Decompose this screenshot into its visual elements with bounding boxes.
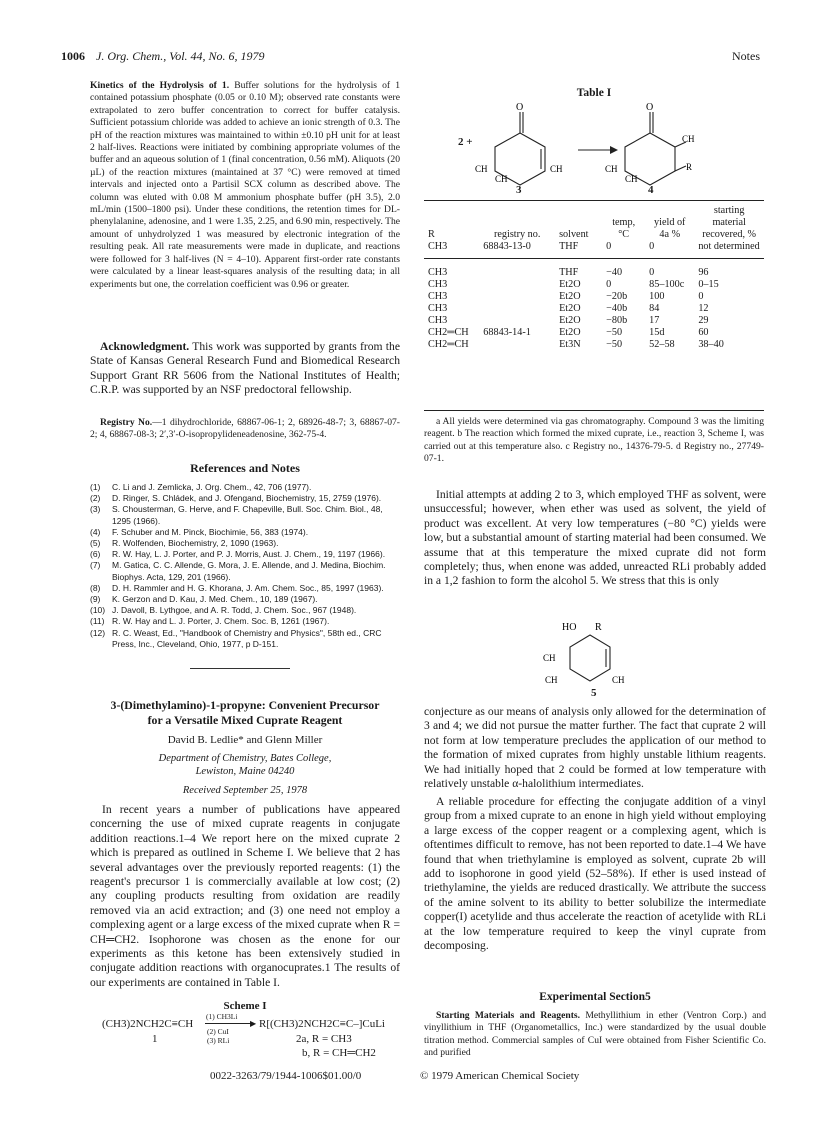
table-cell: 68843-13-0 bbox=[483, 241, 531, 252]
references-heading: References and Notes bbox=[190, 461, 300, 475]
reference-text: D. Ringer, S. Chládek, and J. Ofengand, Biochemistry, 15, 2759 (1976). bbox=[112, 493, 382, 504]
reference-text: J. Davoll, B. Lythgoe, and A. R. Todd, J. Chem. Soc., 967 (1948). bbox=[112, 605, 357, 616]
results-paragraph-3: A reliable procedure for effecting the conjugate addition of a vinyl group from a mixed cuprate to an enone in high yield without employing a large excess of the copper reagent or a complexing agent, which is oftentimes difficult to remove, has not been reported to date.1–4 We have found that when triethylamine is employed as solvent, cuprate 2b will add to isophorone in good yield (52–58%). If ether is used instead of triethylamine, the yields are reduced drastically. We attribute the success of the amine solvent to its ability to better solubilize the intermediate copper(I) acetylide and thus accelerate the reaction of acetylide with RLi at the low temperature required to keep the vinyl cuprate from decomposing. bbox=[424, 795, 766, 953]
reference-number: (10) bbox=[90, 605, 106, 616]
reference-number: (2) bbox=[90, 493, 101, 504]
table-cell: 0–15 bbox=[698, 279, 719, 290]
header-yield: yield of 4a % bbox=[654, 217, 686, 240]
table-cell: CH3 bbox=[428, 279, 448, 290]
page-number: 1006 bbox=[61, 49, 85, 63]
affiliation-line-2: Lewiston, Maine 04240 bbox=[195, 766, 295, 777]
reference-number: (9) bbox=[90, 594, 101, 605]
reference-item bbox=[90, 583, 402, 594]
table-row bbox=[424, 339, 764, 351]
table-cell: Et2O bbox=[559, 315, 581, 326]
scheme-product-b: b, R = CH═CH2 bbox=[302, 1047, 376, 1059]
reference-number: (11) bbox=[90, 616, 105, 627]
scheme-step-1: (1) CH3Li bbox=[206, 1012, 238, 1021]
reference-item bbox=[90, 504, 402, 526]
header-temp: temp, °C bbox=[612, 217, 636, 240]
table-cell bbox=[479, 267, 555, 279]
received-date: Received September 25, 1978 bbox=[182, 785, 308, 796]
svg-text:CH: CH bbox=[543, 653, 556, 663]
table-cell: −80b bbox=[606, 315, 628, 326]
registry-body: —1 dihydrochloride, 68867-06-1; 2, 68926-48-7; 3, 68867-07-2; 4, 68867-08-3; 2′,3′-O-isopropylideneadenosine, 362-75-4. bbox=[90, 417, 400, 441]
reference-item bbox=[90, 594, 402, 605]
references-list bbox=[90, 482, 402, 650]
acknowledgment-body: This work was supported by grants from the State of Kansas General Research Fund and Biomedical Research Support Grant RR 5606 from the National Institutes of Health; C.R.P. was supported by an NSF predoctoral fellowship. bbox=[90, 340, 400, 397]
experimental-body: Methyllithium in ether (Ventron Corp.) and vinyllithium in THF (Organometallics, Inc.) were standardized by the usual double titration method. Commercial samples of CuI were obtained from Fisher Scientific Co. and purified bbox=[424, 1010, 767, 1059]
reference-text: C. Li and J. Zemlicka, J. Org. Chem., 42, 706 (1977). bbox=[112, 482, 312, 492]
arrow-head-icon: ▶ bbox=[250, 1019, 257, 1028]
reference-number: (12) bbox=[90, 627, 106, 638]
table-row bbox=[424, 327, 764, 339]
table-cell: 12 bbox=[698, 303, 709, 314]
experimental-subheading: Starting Materials and Reagents. bbox=[436, 1010, 581, 1021]
registry-paragraph bbox=[90, 417, 400, 442]
reference-text: R. C. Weast, Ed., "Handbook of Chemistry and Physics", 58th ed., CRC Press, Inc., Cleveland, Ohio, 1977, p D-151. bbox=[112, 627, 382, 649]
svg-text:CH: CH bbox=[682, 134, 695, 144]
table-cell: CH3 bbox=[428, 267, 448, 278]
table-cell: Et3N bbox=[559, 339, 581, 350]
table-cell: CH2═CH bbox=[428, 339, 469, 350]
journal-citation: J. Org. Chem., Vol. 44, No. 6, 1979 bbox=[96, 49, 265, 63]
reference-item bbox=[90, 616, 402, 627]
table-row bbox=[424, 291, 764, 303]
reference-number: (5) bbox=[90, 538, 101, 549]
table-title: Table I bbox=[576, 87, 612, 99]
svg-text:HO: HO bbox=[562, 622, 577, 633]
table-cell: 60 bbox=[698, 327, 709, 338]
table-cell: 96 bbox=[698, 267, 709, 278]
reference-item bbox=[90, 605, 402, 616]
table-cell: 29 bbox=[698, 315, 709, 326]
table-cell: not determined bbox=[698, 241, 760, 252]
svg-text:R: R bbox=[595, 622, 602, 633]
svg-text:R: R bbox=[686, 162, 693, 172]
svg-text:CH: CH bbox=[495, 174, 508, 184]
table-cell: CH3 bbox=[428, 291, 448, 302]
table-cell: −40b bbox=[606, 303, 628, 314]
svg-text:CH: CH bbox=[605, 164, 618, 174]
section-divider bbox=[190, 668, 290, 669]
header-registry: registry no. bbox=[493, 229, 541, 240]
reference-text: M. Gatica, C. C. Allende, G. Mora, J. E. Allende, and J. Medina, Biochim. Biophys. Acta, 129, 201 (1966). bbox=[112, 560, 386, 582]
kinetics-paragraph bbox=[90, 80, 400, 291]
svg-text:CH: CH bbox=[545, 675, 558, 685]
page-header bbox=[61, 49, 265, 64]
reference-text: F. Schuber and M. Pinck, Biochimie, 56, 383 (1974). bbox=[112, 526, 309, 537]
table-cell: Et2O bbox=[559, 291, 581, 302]
experimental-paragraph bbox=[424, 1010, 766, 1060]
reference-text: D. H. Rammler and H. G. Khorana, J. Am. Chem. Soc., 85, 1997 (1963). bbox=[112, 582, 384, 593]
table-cell bbox=[479, 291, 555, 303]
table-row bbox=[424, 279, 764, 291]
table-cell bbox=[479, 279, 555, 291]
reference-item bbox=[90, 538, 402, 549]
reference-number: (8) bbox=[90, 582, 101, 593]
kinetics-body: Buffer solutions for the hydrolysis of 1 contained potassium phosphate (0.05 or 0.10 M); observed rate constants were extrapolated to zero buffer concentration to correct for buffer catalysis. Sufficient potassium chloride was added to achieve an ionic strength of 0.3. The pH of the reaction mixtures was maintained to within ±0.10 pH unit for at least 2 half-lives. Reactions were initiated by combining appropriate volumes of the buffer and an aqueous solution of 1 (final concentration, 0.56 mM). Aliquots (20 µL) of the reaction mixtures (maintained at 37 °C) were removed at timed intervals and injected onto a Partisil SCX column as described above. The column was eluted with 0.08 M ammonium phosphate buffer (pH 3.5), 2.0 mL/min (1500–1800 psi). Under these conditions, the retention times for DL-phenylalanine, adenosine, and 1 were 1.35, 2.25, and 6.90 min, respectively. The amount of unhydrolyzed 1 was measured by electronic integration of the resulting peak. All rate measurements were made in duplicate, and reactions were followed for 3 half-lives (N = 4–10). Apparent first-order rate constants were calculated by a linear least-squares analysis of the resulting data; in all experiments but one, the correlation coefficient was 0.96 or greater. bbox=[90, 80, 400, 290]
table-cell: CH3 bbox=[428, 241, 448, 252]
table-cell: −20b bbox=[606, 291, 628, 302]
table-cell: 0 bbox=[606, 279, 612, 290]
scheme-reactant-label: 1 bbox=[152, 1033, 158, 1045]
table-header-row bbox=[424, 205, 764, 241]
reference-item bbox=[90, 560, 402, 582]
table-cell bbox=[479, 303, 555, 315]
table-row bbox=[424, 267, 764, 279]
table-cell: −50 bbox=[606, 339, 623, 350]
reference-number: (4) bbox=[90, 526, 101, 537]
table-cell: THF bbox=[559, 267, 579, 278]
acknowledgment-heading: Acknowledgment. bbox=[100, 340, 190, 353]
scheme-arrow bbox=[205, 1023, 253, 1024]
table-cell: 100 bbox=[649, 291, 665, 302]
table-cell: 52–58 bbox=[649, 339, 675, 350]
reference-item bbox=[90, 549, 402, 560]
table-cell: CH3 bbox=[428, 303, 448, 314]
table-row bbox=[424, 315, 764, 327]
reference-number: (1) bbox=[90, 482, 101, 492]
table-cell: 15d bbox=[649, 327, 665, 338]
table-cell bbox=[479, 315, 555, 327]
table-cell: CH2═CH bbox=[428, 327, 469, 338]
table-cell: 85–100c bbox=[649, 279, 685, 290]
experimental-heading: Experimental Section5 bbox=[539, 991, 651, 1003]
table-cell bbox=[479, 339, 555, 351]
table-bottom-rule bbox=[424, 410, 764, 411]
table-cell: 84 bbox=[649, 303, 660, 314]
table-cell: 68843-14-1 bbox=[483, 327, 531, 338]
table-cell: 0 bbox=[698, 291, 704, 302]
table-cell: −50 bbox=[606, 327, 623, 338]
reference-text: R. Wolfenden, Biochemistry, 2, 1090 (1963). bbox=[112, 538, 279, 549]
table-row bbox=[424, 241, 764, 267]
svg-text:CH: CH bbox=[612, 675, 625, 685]
table-cell: Et2O bbox=[559, 327, 581, 338]
table-reaction-structures bbox=[450, 100, 750, 200]
authors: David B. Ledlie* and Glenn Miller bbox=[167, 734, 323, 746]
affiliation-line-1: Department of Chemistry, Bates College, bbox=[158, 753, 332, 764]
table-footnote: a All yields were determined via gas chromatography. Compound 3 was the limiting reagent. b The reaction which formed the mixed cuprate, i.e., reaction 3, Scheme I, was carried out at this temperature also. c Registry no., 14376-79-5. d Registry no., 27749-07-1. bbox=[424, 416, 764, 465]
article-title-line-1: 3-(Dimethylamino)-1-propyne: Convenient Precursor bbox=[110, 698, 380, 712]
table-cell: Et2O bbox=[559, 279, 581, 290]
table-top-rule bbox=[424, 200, 764, 201]
table-cell: Et2O bbox=[559, 303, 581, 314]
reference-item bbox=[90, 482, 402, 493]
reference-item bbox=[90, 527, 402, 538]
reference-number: (6) bbox=[90, 549, 101, 560]
intro-paragraph: In recent years a number of publications have appeared concerning the use of mixed cuprate reagents in conjugate addition reactions.1–4 We report here on the mixed cuprate 2 which is prepared as outlined in Scheme I. We believe that 2 has several advantages over the previously reported reagents: (1) the reagent's precursor 1 is commercially available at low cost; (2) any coupling products resulting from oxidation are readily removed via an acid extraction; and (3) one need not employ a complexing agent or a large excess of the mixed cuprate when R = CH═CH2. Isophorone was chosen as the enone for our experiments as this ketone has been extensively studied in conjugate addition reactions with organocuprates.1 The results of our experiments are contained in Table I. bbox=[90, 803, 400, 989]
table-cell: 0 bbox=[606, 241, 612, 252]
table-cell: THF bbox=[559, 241, 579, 252]
results-paragraph-1: Initial attempts at adding 2 to 3, which employed THF as solvent, were unsuccessful; however, when ether was used as solvent, the yield of product was excellent. At very low temperatures (−80 °C) yields were low, but a substantial amount of starting material had been consumed. We assume that at this temperature the mixed cuprate did not form completely; thus, when enone was added, unreacted RLi probably added in a 1,2 fashion to form the alcohol 5. We stress that this is only bbox=[424, 488, 766, 588]
reference-text: R. W. Hay and L. J. Porter, J. Chem. Soc. B, 1261 (1967). bbox=[112, 616, 330, 627]
acknowledgment-paragraph bbox=[90, 340, 400, 398]
table-cell: 0 bbox=[649, 241, 655, 252]
header-recovered: starting material recovered, % bbox=[702, 205, 757, 240]
svg-text:CH: CH bbox=[550, 164, 563, 174]
reagent-2-label: 2 + bbox=[458, 136, 473, 148]
alcohol-5-structure bbox=[540, 615, 650, 695]
svg-text:CH: CH bbox=[475, 164, 488, 174]
compound-4-label: 4 bbox=[648, 184, 654, 196]
table-cell: 17 bbox=[649, 315, 660, 326]
scheme-product-a: 2a, R = CH3 bbox=[296, 1033, 352, 1045]
table-header-rule bbox=[424, 258, 764, 259]
affiliation bbox=[90, 752, 400, 778]
header-solvent: solvent bbox=[559, 229, 589, 240]
article-title-line-2: for a Versatile Mixed Cuprate Reagent bbox=[147, 713, 343, 727]
reference-text: K. Gerzon and D. Kau, J. Med. Chem., 10, 189 (1967). bbox=[112, 594, 318, 605]
reference-text: S. Chousterman, G. Herve, and F. Chapeville, Bull. Soc. Chim. Biol., 48, 1295 (1966). bbox=[112, 504, 383, 526]
header-r: R bbox=[428, 229, 435, 240]
svg-text:O: O bbox=[646, 102, 654, 113]
results-table bbox=[424, 205, 764, 351]
scheme-title: Scheme I bbox=[223, 1000, 267, 1012]
compound-3-label: 3 bbox=[516, 184, 522, 196]
section-label: Notes bbox=[732, 49, 760, 63]
table-row bbox=[424, 303, 764, 315]
footer-copyright: © 1979 American Chemical Society bbox=[420, 1070, 580, 1082]
reference-item bbox=[90, 628, 402, 650]
table-cell: 38–40 bbox=[698, 339, 724, 350]
kinetics-heading: Kinetics of the Hydrolysis of 1. bbox=[90, 80, 230, 91]
svg-text:CH: CH bbox=[625, 174, 638, 184]
article-title bbox=[90, 698, 400, 728]
table-cell: 0 bbox=[649, 267, 655, 278]
registry-heading: Registry No. bbox=[100, 417, 153, 428]
results-paragraph-2: conjecture as our means of analysis only allowed for the determination of 3 and 4; we did not pursue the matter further. The fact that cuprate 2 will not form at low temperature precludes the application of our method to the formation of mixed cuprates from highly unstable lithium reagents. We had initially hoped that 2 could be formed at low temperature with relatively unstable α-halolithium intermediates. bbox=[424, 705, 766, 791]
table-cell: −40 bbox=[606, 267, 623, 278]
scheme-step-3: (3) RLi bbox=[207, 1036, 230, 1045]
table-cell: CH3 bbox=[428, 315, 448, 326]
svg-text:O: O bbox=[516, 102, 524, 113]
scheme-reactant: (CH3)2NCH2C≡CH bbox=[102, 1018, 194, 1030]
footer-code: 0022-3263/79/1944-1006$01.00/0 bbox=[210, 1070, 362, 1082]
reference-number: (7) bbox=[90, 560, 101, 571]
reference-item bbox=[90, 493, 402, 504]
scheme-step-2: (2) CuI bbox=[207, 1027, 229, 1036]
reference-number: (3) bbox=[90, 504, 101, 515]
scheme-product: R[(CH3)2NCH2C≡C–]CuLi bbox=[259, 1018, 385, 1030]
reference-text: R. W. Hay, L. J. Porter, and P. J. Morris, Aust. J. Chem., 19, 1197 (1966). bbox=[112, 549, 386, 560]
compound-5-label: 5 bbox=[591, 687, 597, 699]
